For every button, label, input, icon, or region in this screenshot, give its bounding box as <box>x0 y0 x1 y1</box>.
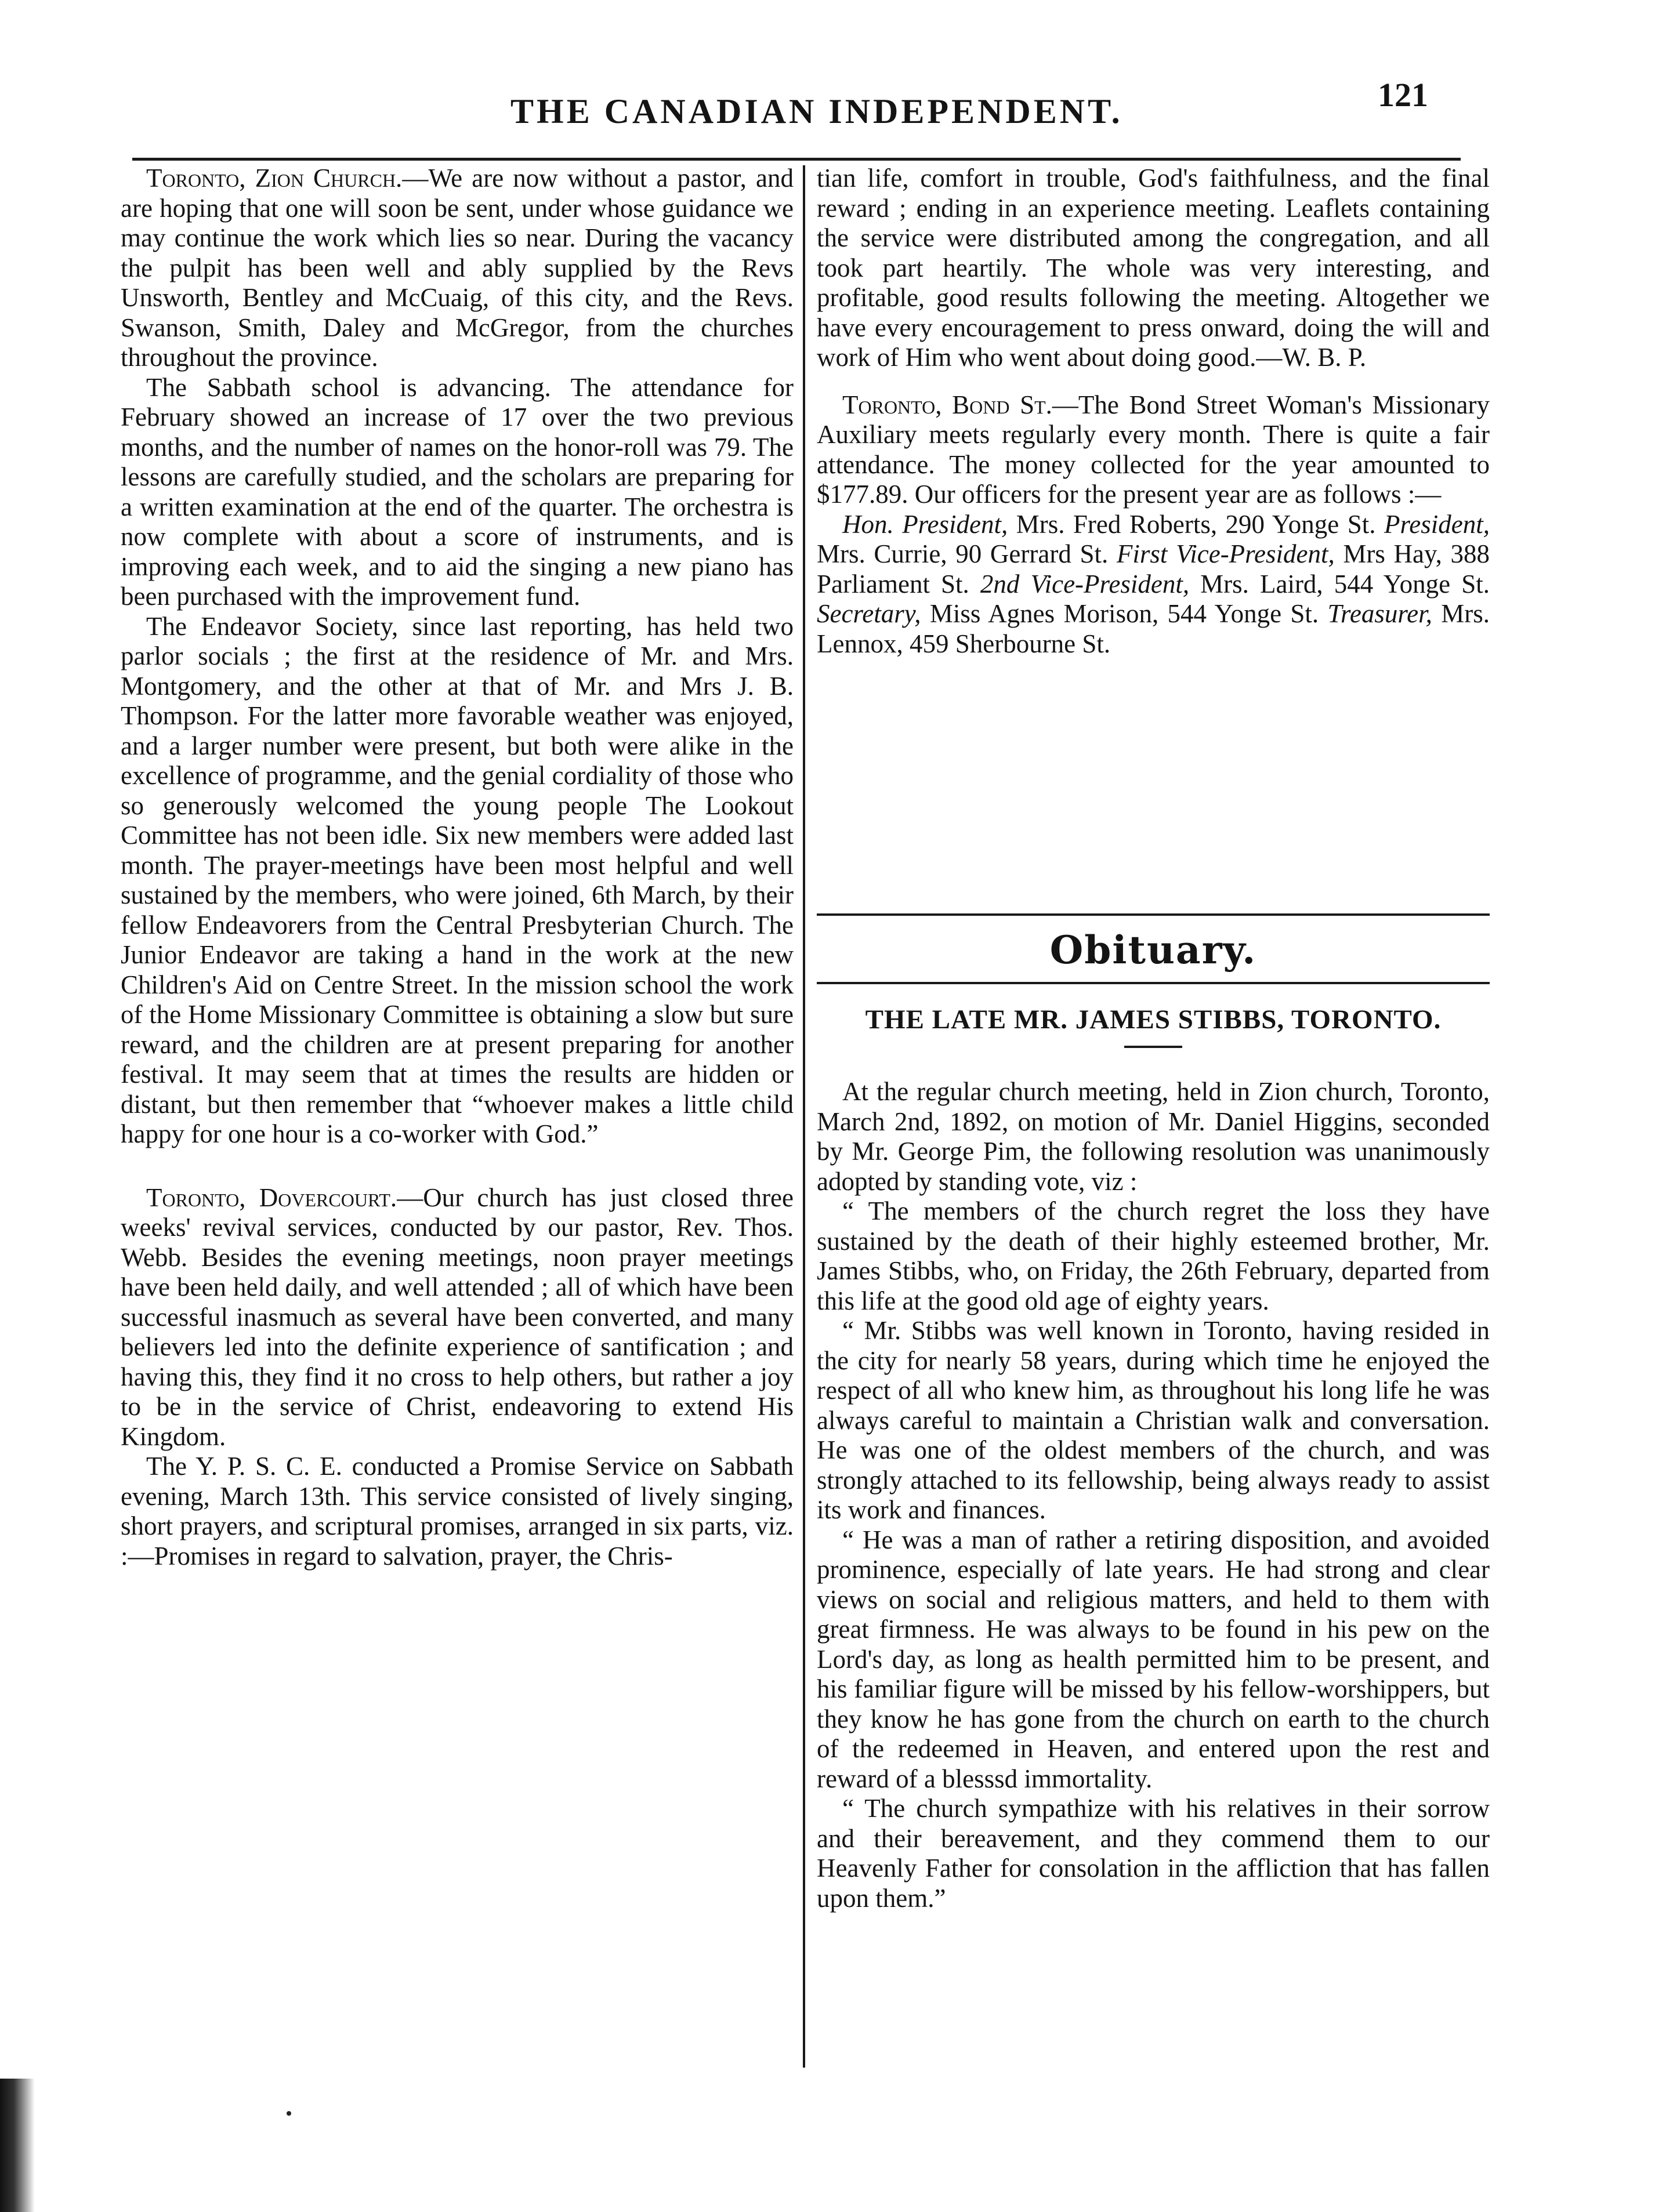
obituary-paragraph-2: “ The members of the church regret the loss they have sustained by the death of their highly esteemed brother, Mr. James Stibbs, who, on Friday, the 26th February, departed from this life at the good old age of eighty years. <box>817 1196 1490 1315</box>
secretary-value: Miss Agnes Morison, 544 Yonge St. <box>921 599 1328 628</box>
section-gap <box>121 1149 794 1183</box>
bond-street-officers <box>817 510 1490 659</box>
continuation-paragraph: tian life, comfort in trouble, God's faithfulness, and the final reward ; ending in an experience meeting. Leaflets containing the service were distributed among the congregation, and all took part heartily. The whole was very interesting, and profitable, good results following the meeting. Altogether we have every encouragement to press onward, doing the will and work of Him who went about doing good.—W. B. P. <box>817 164 1490 372</box>
ink-speck <box>287 2111 291 2116</box>
column-divider <box>803 165 805 2068</box>
obituary-subheading: THE LATE MR. JAMES STIBBS, TORONTO. <box>865 1005 1442 1035</box>
zion-church-heading: Toronto, Zion Church. <box>146 164 403 193</box>
treasurer-value: Mrs. Lennox, 459 Sherbourne St. <box>817 599 1490 658</box>
hon-president-label: Hon. President, <box>842 509 1008 539</box>
page-edge-shadow <box>0 2079 35 2212</box>
dovercourt-paragraph-2: The Y. P. S. C. E. conducted a Promise Service on Sabbath evening, March 13th. This service consisted of lively singing, short prayers, and scriptural promises, arranged in six parts, viz. :—Promises in regard to salvation, prayer, the Chris- <box>121 1452 794 1571</box>
dovercourt-text-1: —Our church has just closed three weeks' revival services, conducted by our pastor, Rev. Thos. Webb. Besides the evening meetings, noon prayer meetings have been held daily, and well attended ; all of which have been successful inasmuch as several have been converted, and many believers led into the definite experience of santification ; and having this, they find it no cross to help others, but rather a joy to be in the service of Christ, endeavoring to extend His Kingdom. <box>121 1183 794 1451</box>
right-column <box>817 164 1490 659</box>
secretary-label: Secretary, <box>817 599 921 628</box>
president-label: President, <box>1384 509 1490 539</box>
zion-church-paragraph-1 <box>121 164 794 373</box>
obituary-rule <box>817 982 1490 984</box>
first-vice-president-label: First Vice-President, <box>1116 539 1335 568</box>
obituary-paragraph-1: At the regular church meeting, held in Zion church, Toronto, March 2nd, 1892, on motion of Mr. Daniel Higgins, seconded by Mr. George Pim, the following resolution was unanimously adopted by standing vote, viz : <box>817 1077 1490 1196</box>
page-number: 121 <box>1378 76 1428 114</box>
section-gap <box>817 373 1490 390</box>
zion-church-paragraph-2: The Sabbath school is advancing. The attendance for February showed an increase of 17 over the two previous months, and the number of names on the honor-roll was 79. The lessons are carefully studied, and the scholars are preparing for a written examination at the end of the quarter. The orchestra is now complete with about a score of instruments, and is improving each week, and to aid the singing a new piano has been purchased with the improvement fund. <box>121 372 794 611</box>
bond-street-heading: Toronto, Bond St. <box>842 390 1052 419</box>
section-rule <box>817 913 1490 916</box>
hon-president-value: Mrs. Fred Roberts, 290 Yonge St. <box>1008 509 1384 539</box>
obituary-paragraph-5: “ The church sympathize with his relatives in their sorrow and their bereavement, and they commend them to our Heavenly Father for consolation in the affliction that has fallen upon them.” <box>817 1794 1490 1913</box>
first-vice-president-value: Mrs Hay, 388 Parliament St. <box>817 539 1490 599</box>
bond-street-paragraph-1 <box>817 390 1490 510</box>
treasurer-label: Treasurer, <box>1327 599 1432 628</box>
left-column <box>121 164 794 1571</box>
obituary-section <box>817 890 1490 1913</box>
bond-street-text-1: —The Bond Street Woman's Missionary Auxiliary meets regularly every month. There is quite a fair attendance. The money collected for the year amounted to $177.89. Our officers for the present year are as follows :— <box>817 390 1490 509</box>
header-rule <box>132 158 1461 161</box>
obituary-paragraph-4: “ He was a man of rather a retiring disposition, and avoided prominence, especially of late years. He had strong and clear views on social and religious matters, and held to them with great firmness. He was always to be found in his pew on the Lord's day, as long as health permitted him to be present, and his familiar figure will be missed by his fellow-worshippers, but they know he has gone from the church on earth to the church of the redeemed in Heaven, and entered upon the rest and reward of a blesssd immortality. <box>817 1525 1490 1793</box>
dovercourt-paragraph-1 <box>121 1183 794 1452</box>
zion-church-paragraph-3: The Endeavor Society, since last reporting, has held two parlor socials ; the first at the residence of Mr. and Mrs. Montgomery, and the other at that of Mr. and Mrs J. B. Thompson. For the latter more favorable weather was enjoyed, and a larger number were present, but both were alike in the excellence of programme, and the genial cordiality of those who so generously welcomed the young people The Lookout Committee has not been idle. Six new members were added last month. The prayer-meetings have been most helpful and well sustained by the members, who were joined, 6th March, by their fellow Endeavorers from the Central Presbyterian Church. The Junior Endeavor are taking a hand in the work at the new Children's Aid on Centre Street. In the mission school the work of the Home Missionary Committee is obtaining a slow but sure reward, and the children are at present preparing for another festival. It may seem that at times the results are hidden or distant, but then remember that “whoever makes a little child happy for one hour is a co-worker with God.” <box>121 611 794 1148</box>
obituary-paragraph-3: “ Mr. Stibbs was well known in Toronto, having resided in the city for nearly 58 years, during which time he enjoyed the respect of all who knew him, as throughout his long life he was always careful to maintain a Christian walk and conversation. He was one of the oldest members of the church, and was strongly attached to its fellowship, being always ready to assist its work and finances. <box>817 1316 1490 1524</box>
zion-church-text-1: —We are now without a pastor, and are hoping that one will soon be sent, under whose guidance we may continue the work which lies so near. During the vacancy the pulpit has been well and ably supplied by the Revs Unsworth, Bentley and McCuaig, of this city, and the Revs. Swanson, Smith, Daley and McGregor, from the churches throughout the province. <box>121 164 794 372</box>
second-vice-president-value: Mrs. Laird, 544 Yonge St. <box>1189 569 1490 599</box>
running-title: THE CANADIAN INDEPENDENT. <box>510 92 1123 130</box>
president-value: Mrs. Currie, 90 Gerrard St. <box>817 539 1117 568</box>
second-vice-president-label: 2nd Vice-President, <box>980 569 1190 599</box>
dovercourt-heading: Toronto, Dovercourt. <box>146 1183 397 1212</box>
obituary-heading: Obituary. <box>1049 927 1257 973</box>
short-rule <box>1124 1046 1182 1048</box>
